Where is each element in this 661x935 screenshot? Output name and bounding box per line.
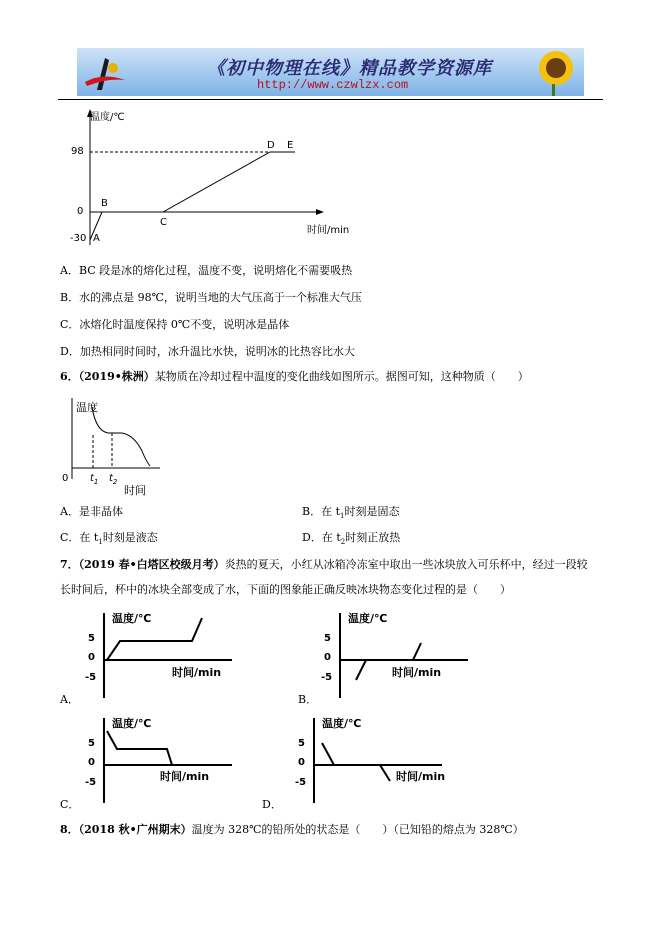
q7-graph-c bbox=[82, 713, 272, 808]
q7-graph-d bbox=[292, 713, 482, 808]
q6-option-b: B．在 $t_1$时刻是固态 bbox=[302, 505, 400, 521]
header-banner bbox=[77, 48, 584, 96]
graph1-ylabel: 温度/℃ bbox=[90, 112, 125, 123]
q5-option-b: B．水的沸点是 98℃，说明当地的大气压高于一个标准大气压 bbox=[60, 291, 362, 304]
q7-c-tick-neg5: -5 bbox=[85, 777, 97, 788]
q7-b-ylabel: 温度/℃ bbox=[348, 612, 388, 625]
temperature-curve bbox=[90, 152, 295, 240]
q5-option-a: A．BC 段是冰的熔化过程，温度不变，说明熔化不需要吸热 bbox=[60, 264, 353, 277]
header-divider bbox=[58, 99, 603, 100]
site-logo-icon bbox=[83, 54, 127, 92]
q6-xlabel: 时间 bbox=[124, 484, 146, 497]
x-axis-arrow-icon bbox=[316, 209, 324, 215]
q6-origin: 0 bbox=[62, 473, 69, 484]
q7-a-tick-5: 5 bbox=[88, 633, 95, 644]
q7-d-tick-neg5: -5 bbox=[295, 777, 307, 788]
banner-title: 《初中物理在线》精品教学资源库 bbox=[207, 58, 492, 79]
q7-d-ylabel: 温度/℃ bbox=[322, 717, 362, 730]
cooling-curve bbox=[92, 407, 150, 466]
q7-c-ylabel: 温度/℃ bbox=[112, 717, 152, 730]
q7-a-tick-0: 0 bbox=[88, 652, 95, 663]
q7-option-c[interactable]: C． bbox=[60, 798, 80, 811]
point-e-label: E bbox=[287, 140, 294, 151]
q6-t1-label: $t_1$ bbox=[90, 473, 99, 486]
q8-number: 8． bbox=[60, 823, 79, 836]
q7-stem-line1 bbox=[60, 558, 588, 572]
q7-d-curve bbox=[322, 743, 390, 781]
point-d-label: D bbox=[267, 140, 275, 151]
graph1-xlabel: 时间/min bbox=[307, 225, 350, 236]
q7-c-tick-0: 0 bbox=[88, 757, 95, 768]
q6-ylabel: 温度 bbox=[76, 401, 98, 414]
q7-b-tick-5: 5 bbox=[324, 633, 331, 644]
q7-b-tick-neg5: -5 bbox=[321, 672, 333, 683]
q7-a-ylabel: 温度/℃ bbox=[112, 612, 152, 625]
q7-stem-line2: 长时间后，杯中的冰块全部变成了水，下面的图象能正确反映冰块物态变化过程的是（ ） bbox=[60, 583, 511, 596]
graph1-tick-neg30: -30 bbox=[70, 233, 87, 244]
point-a-label: A bbox=[93, 233, 100, 244]
q7-option-b[interactable]: B． bbox=[298, 693, 318, 706]
q7-option-a[interactable]: A． bbox=[60, 693, 79, 706]
q6-option-a: A．是非晶体 bbox=[60, 505, 123, 518]
q7-c-curve bbox=[107, 731, 182, 765]
q7-d-tick-0: 0 bbox=[298, 757, 305, 768]
q7-b-xlabel: 时间/min bbox=[392, 666, 442, 679]
q7-a-xlabel: 时间/min bbox=[172, 666, 222, 679]
q7-c-xlabel: 时间/min bbox=[160, 770, 210, 783]
q6-source: （2019•株洲） bbox=[78, 370, 155, 383]
point-c-label: C bbox=[160, 217, 167, 228]
q7-option-d[interactable]: D． bbox=[262, 798, 282, 811]
banner-url: http://www.czwlzx.com bbox=[257, 78, 409, 92]
q6-stem bbox=[60, 370, 529, 384]
q7-graph-a bbox=[82, 608, 272, 703]
q7-graph-b bbox=[318, 608, 508, 703]
q7-number: 7． bbox=[60, 558, 79, 571]
q7-text-1: 炎热的夏天，小红从冰箱冷冻室中取出一些冰块放入可乐杯中，经过一段较 bbox=[224, 558, 588, 571]
q6-option-c: C．在 $t_1$时刻是液态 bbox=[60, 531, 158, 547]
q7-b-tick-0: 0 bbox=[324, 652, 331, 663]
q7-c-tick-5: 5 bbox=[88, 738, 95, 749]
q8-text: 温度为 328℃的铅所处的状态是（ ）（已知铅的熔点为 328℃） bbox=[191, 823, 524, 836]
graph1-tick-98: 98 bbox=[71, 146, 84, 157]
q8-stem bbox=[60, 823, 524, 837]
q6-number: 6． bbox=[60, 370, 79, 383]
q7-source: （2019 春•白塔区校级月考） bbox=[78, 558, 225, 571]
sunflower-icon bbox=[522, 48, 582, 96]
q5-option-d: D．加热相同时间时，冰升温比水快，说明冰的比热容比水大 bbox=[60, 345, 355, 358]
q5-option-c: C．冰熔化时温度保持 0℃不变，说明冰是晶体 bbox=[60, 318, 290, 331]
q6-text: 某物质在冷却过程中温度的变化曲线如图所示。据图可知，这种物质（ ） bbox=[154, 370, 529, 383]
q7-d-xlabel: 时间/min bbox=[396, 770, 446, 783]
q6-t2-label: $t_2$ bbox=[109, 473, 118, 486]
point-b-label: B bbox=[101, 198, 108, 209]
graph1-tick-0: 0 bbox=[77, 206, 84, 217]
q6-option-d: D．在 $t_2$时刻正放热 bbox=[302, 531, 401, 547]
q7-a-tick-neg5: -5 bbox=[85, 672, 97, 683]
q8-source: （2018 秋•广州期末） bbox=[78, 823, 192, 836]
q7-d-tick-5: 5 bbox=[298, 738, 305, 749]
